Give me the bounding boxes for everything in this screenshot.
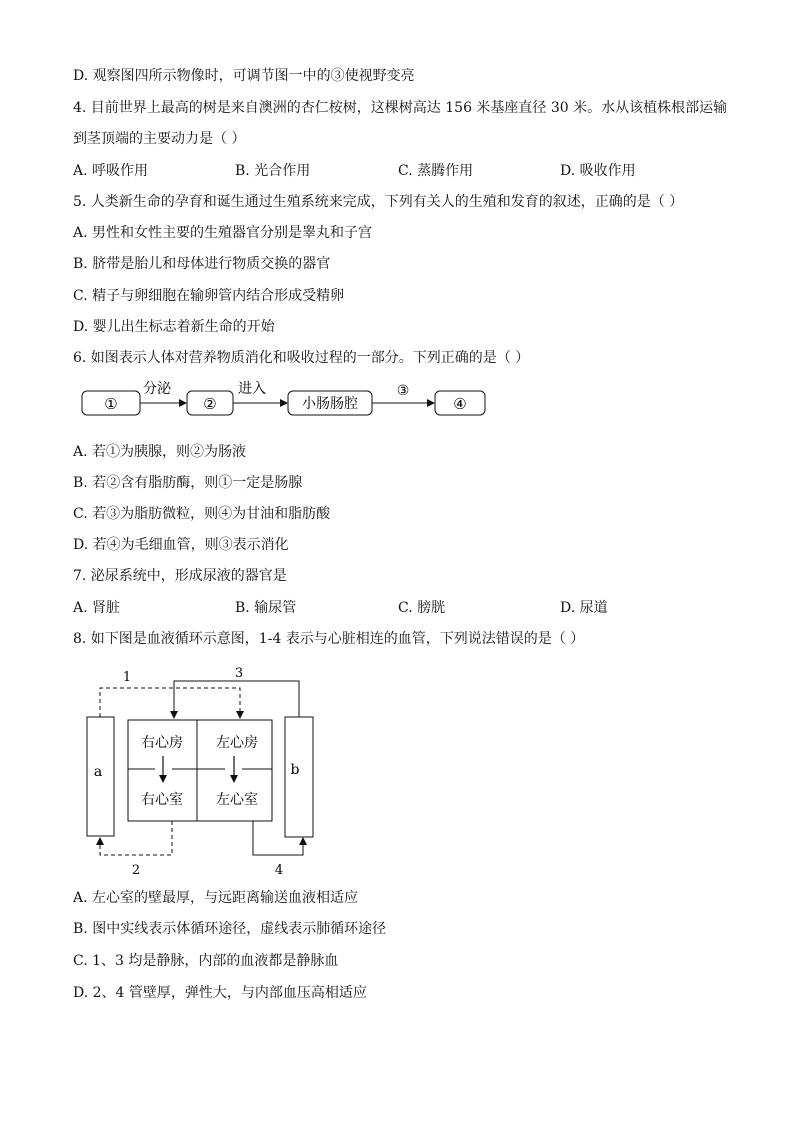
q5-option-c: C. 精子与卵细胞在输卵管内结合形成受精卵	[73, 288, 345, 304]
left-ventricle-label: 左心室	[216, 792, 258, 808]
q8-option-b: B. 图中实线表示体循环途径，虚线表示肺循环途径	[73, 921, 387, 937]
q5-option-d: D. 婴儿出生标志着新生命的开始	[73, 319, 275, 335]
vessel-1-label: 1	[122, 670, 132, 685]
q4-stem-line2: 到茎顶端的主要动力是（ ）	[73, 131, 246, 147]
q6-option-b: B. 若②含有脂肪酶，则①一定是肠腺	[73, 475, 303, 491]
q6-option-c: C. 若③为脂肪微粒，则④为甘油和脂肪酸	[73, 506, 331, 522]
q5-option-b: B. 脐带是胎儿和母体进行物质交换的器官	[73, 256, 331, 272]
flow-box-4-label: ④	[453, 395, 467, 413]
q7-option-d: D. 尿道	[560, 600, 608, 616]
vessel-3-path	[174, 681, 299, 718]
q4-option-d: D. 吸收作用	[560, 163, 636, 179]
q4-option-a: A. 呼吸作用	[73, 163, 149, 179]
q4-option-c: C. 蒸腾作用	[398, 163, 474, 179]
right-atrium-label: 右心房	[141, 735, 183, 751]
right-ventricle-label: 右心室	[141, 792, 183, 808]
q8-option-d: D. 2、4 管壁厚，弹性大，与内部血压高相适应	[73, 985, 367, 1001]
q8-option-c: C. 1、3 均是静脉，内部的血液都是静脉血	[73, 953, 339, 969]
flow-box-1-label: ①	[104, 395, 118, 413]
flow-box-2-label: ②	[203, 395, 217, 413]
vessel-1-path	[100, 688, 240, 718]
q5-option-a: A. 男性和女性主要的生殖器官分别是睾丸和子宫	[73, 225, 373, 241]
vessel-2-label: 2	[131, 863, 141, 878]
flow-arrow-3-label: ③	[396, 383, 410, 399]
flow-arrow-1-label: 分泌	[143, 381, 171, 397]
q7-stem: 7. 泌尿系统中，形成尿液的器官是	[73, 568, 287, 584]
q7-option-b: B. 输尿管	[235, 600, 297, 616]
q7-option-a: A. 肾脏	[73, 600, 121, 616]
q6-option-d: D. 若④为毛细血管，则③表示消化	[73, 537, 289, 553]
q3-option-d: D. 观察图四所示物像时，可调节图一中的③使视野变亮	[73, 68, 415, 84]
q7-option-c: C. 膀胱	[398, 600, 446, 616]
label-b: b	[290, 762, 300, 778]
left-atrium-label: 左心房	[216, 735, 258, 751]
q6-stem: 6. 如图表示人体对营养物质消化和吸收过程的一部分。下列正确的是（ ）	[73, 350, 530, 366]
label-a: a	[93, 764, 103, 780]
q6-option-a: A. 若①为胰腺，则②为肠液	[73, 444, 247, 460]
vessel-3-label: 3	[234, 666, 244, 681]
q4-option-b: B. 光合作用	[235, 163, 311, 179]
vessel-4-path	[253, 821, 303, 855]
flow-arrow-2-label: 进入	[238, 381, 266, 397]
vessel-2-path	[100, 821, 172, 855]
q5-stem: 5. 人类新生命的孕育和诞生通过生殖系统来完成，下列有关人的生殖和发育的叙述，正确的是（ ）	[73, 194, 684, 210]
q4-stem-line1: 4. 目前世界上最高的树是来自澳洲的杏仁桉树，这棵树高达 156 米基座直径 30 米。水从该植株根部运输	[73, 100, 728, 116]
q8-option-a: A. 左心室的壁最厚，与远距离输送血液相适应	[73, 890, 359, 906]
vessel-4-label: 4	[274, 863, 284, 878]
flow-box-3-label: 小肠肠腔	[302, 396, 358, 412]
q8-stem: 8. 如下图是血液循环示意图，1-4 表示与心脏相连的血管，下列说法错误的是（ ）	[73, 631, 585, 647]
